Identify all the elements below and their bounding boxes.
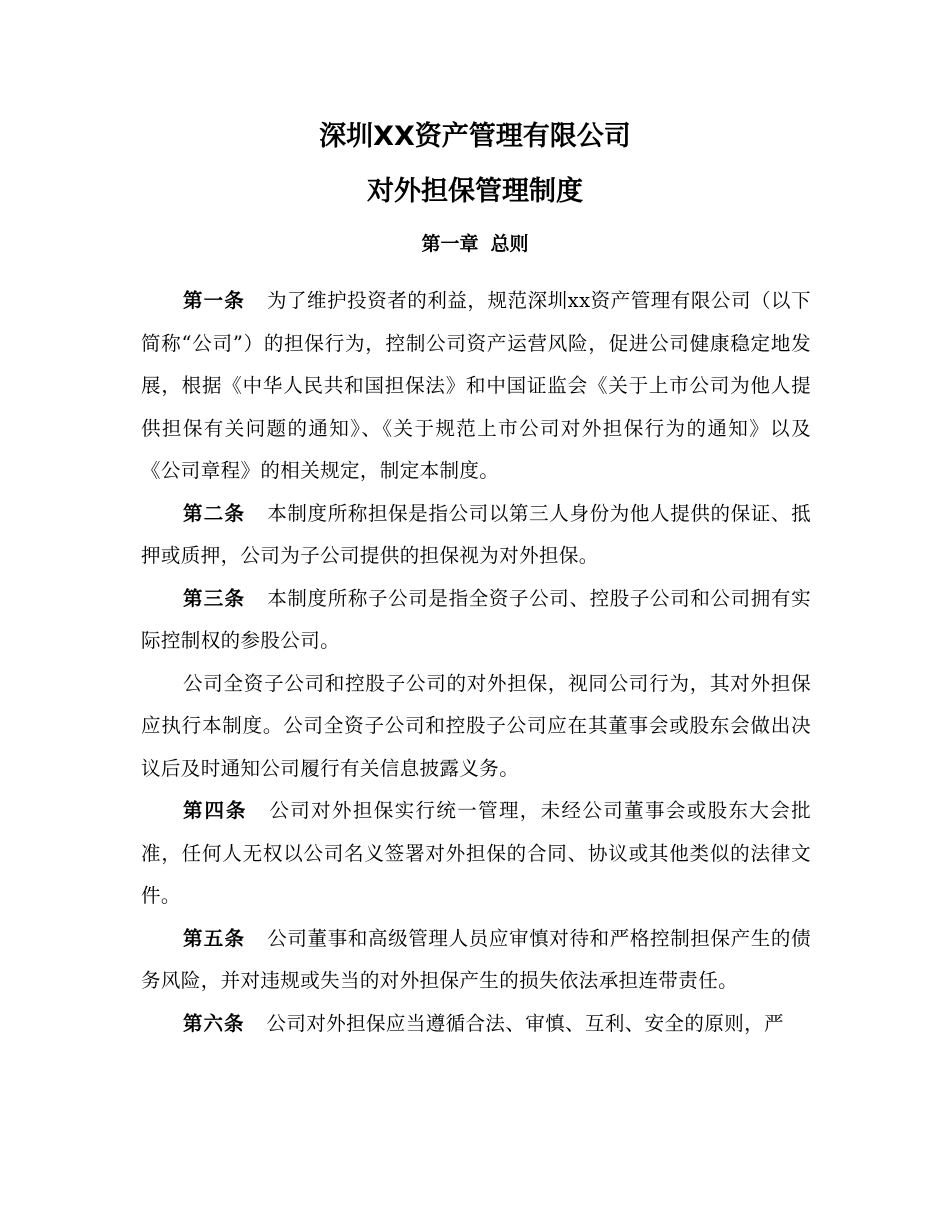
chapter-number: 第一章 <box>421 233 479 255</box>
article-3-continuation <box>141 663 811 791</box>
article-1 <box>141 280 811 493</box>
article-number: 第二条 <box>183 501 246 525</box>
article-2 <box>141 493 811 578</box>
article-number: 第一条 <box>183 289 245 312</box>
article-number: 第五条 <box>183 926 246 950</box>
article-text: 公司全资子公司和控股子公司的对外担保，视同公司行为，其对外担保应执行本制度。公司全资子公司和控股子公司应在其董事会或股东会做出决议后及时通知公司履行有关信息披露义务。 <box>141 671 811 780</box>
article-number: 第四条 <box>183 799 248 822</box>
article-5 <box>141 918 811 1003</box>
chapter-heading <box>0 229 950 259</box>
article-3 <box>141 578 811 663</box>
article-6 <box>141 1003 811 1046</box>
chapter-name: 总则 <box>490 233 529 255</box>
document-body <box>141 280 811 1045</box>
document-title: 对外担保管理制度 <box>367 176 583 207</box>
article-text: 为了维护投资者的利益，规范深圳xx资产管理有限公司（以下简称“公司”）的担保行为，控制公司资产运营风险，促进公司健康稳定地发展，根据《中华人民共和国担保法》和中国证监会《关于上市公司为他人提供担保有关问题的通知》、《关于规范上市公司对外担保行为的通知》以及《公司章程》的相关规定，制定本制度。 <box>141 289 811 482</box>
article-4 <box>141 790 811 918</box>
article-number: 第六条 <box>183 1011 245 1035</box>
article-text: 公司对外担保应当遵循合法、审慎、互利、安全的原则，严 <box>266 1011 784 1035</box>
article-number: 第三条 <box>183 586 246 610</box>
article-text: 公司对外担保实行统一管理，未经公司董事会或股东大会批准，任何人无权以公司名义签署对外担保的合同、协议或其他类似的法律文件。 <box>141 799 811 907</box>
article-text: 本制度所称子公司是指全资子公司、控股子公司和公司拥有实际控制权的参股公司。 <box>141 586 811 652</box>
article-text: 公司董事和高级管理人员应审慎对待和严格控制担保产生的债务风险，并对违规或失当的对外担保产生的损失依法承担连带责任。 <box>141 926 811 992</box>
company-title: 深圳XX资产管理有限公司 <box>319 121 631 152</box>
article-text: 本制度所称担保是指公司以第三人身份为他人提供的保证、抵押或质押，公司为子公司提供的担保视为对外担保。 <box>141 501 811 567</box>
